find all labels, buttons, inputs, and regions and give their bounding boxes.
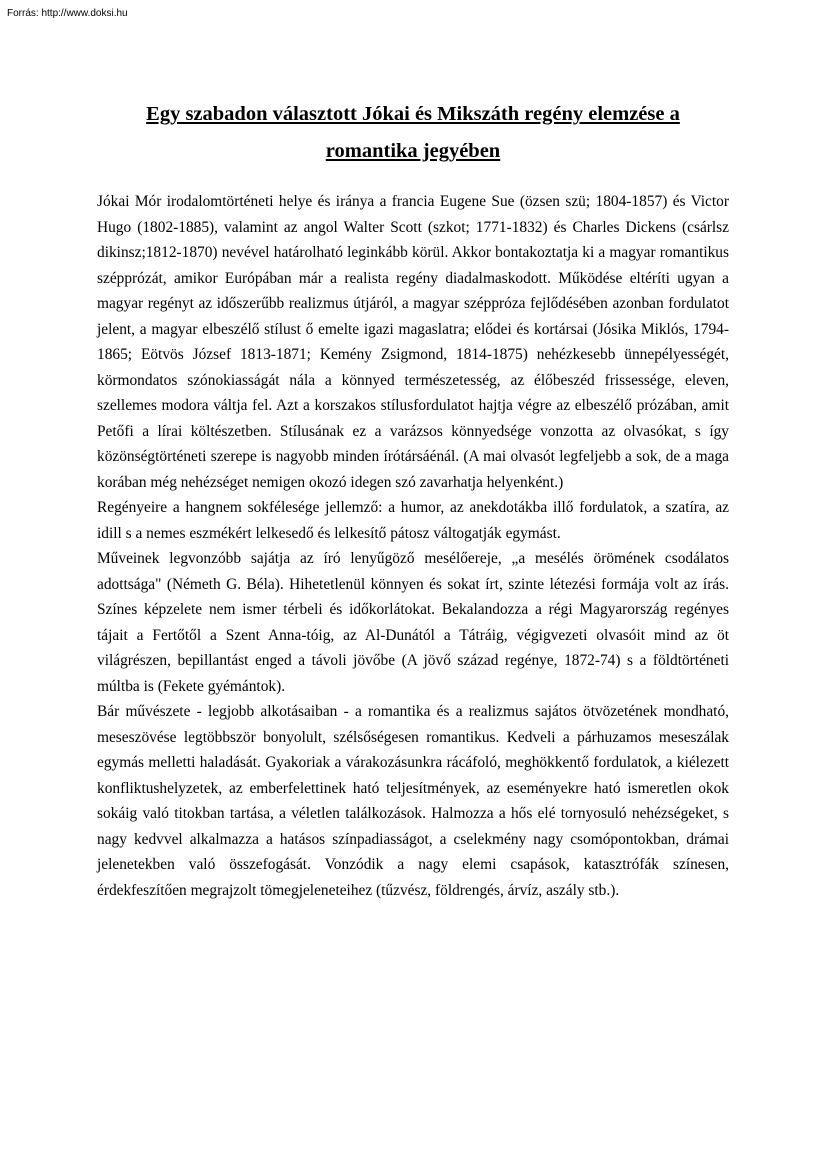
paragraph: Bár művészete - legjobb alkotásaiban - a romantika és a realizmus sajátos ötvözetének mondható, meseszövése legtöbbször bonyolult, szélsőségesen romantikus. Kedveli a párhuzamos meseszálak egymás melletti haladását. Gyakoriak a várakozásunkra rácáfoló, meghökkentő fordulatok, a kiélezett konfliktushelyzetek, az emberfelettinek ható teljesítmények, az eseményekre ható ismeretlen okok sokáig való titokban tartása, a véletlen találkozások. Halmozza a hős elé tornyosuló nehézségeket, s nagy kedvvel alkalmazza a hatásos színpadiasságot, a cselekmény nagy csomópontokban, drámai jelenetekben való összefogását. Vonzódik a nagy elemi csapások, katasztrófák színesen, érdekfeszítően megrajzolt tömegjeleneteihez (tűzvész, földrengés, árvíz, aszály stb.). — [97, 703, 729, 899]
title-line-2: romantika jegyében — [325, 140, 501, 162]
document-body — [97, 189, 729, 903]
title-line-1: Egy szabadon választott Jókai és Mikszáth regény elemzése a — [146, 103, 680, 125]
paragraph: Műveinek legvonzóbb sajátja az író lenyűgöző mesélőereje, „a mesélés örömének csodálatos adottsága" (Németh G. Béla). Hihetetlenül könnyen és sokat írt, szinte létezési formája volt az írás. Színes képzelete nem ismer térbeli és időkorlátokat. Bekalandozza a régi Magyarország regényes tájait a Fertőtől a Szent Anna-tóig, az Al-Dunától a Tátráig, végigvezeti olvasóit mind az öt világrészen, bepillantást enged a távoli jövőbe (A jövő század regénye, 1872-74) s a földtörténeti múltba is (Fekete gyémántok). — [97, 550, 729, 695]
document-page — [97, 96, 729, 903]
source-label: Forrás: http://www.doksi.hu — [7, 8, 128, 19]
document-title — [97, 96, 729, 170]
paragraph: Jókai Mór irodalomtörténeti helye és iránya a francia Eugene Sue (özsen szü; 1804-1857) és Victor Hugo (1802-1885), valamint az angol Walter Scott (szkot; 1771-1832) és Charles Dickens (csárlsz dikinsz;1812-1870) nevével határolható leginkább körül. Akkor bontakoztatja ki a magyar romantikus szépprózát, amikor Európában már a realista regény diadalmaskodott. Működése eltéríti ugyan a magyar regényt az időszerűbb realizmus útjáról, a magyar széppróza fejlődésében azonban fordulatot jelent, a magyar elbeszélő stílust ő emelte igazi magaslatra; elődei és kortársai (Jósika Miklós, 1794-1865; Eötvös József 1813-1871; Kemény Zsigmond, 1814-1875) nehézkesebb ünnepélyességét, körmondatos szónokiasságát nála a könnyed természetesség, az élőbeszéd frissessége, eleven, szellemes modora váltja fel. Azt a korszakos stílusfordulatot hajtja végre az elbeszélő prózában, amit Petőfi a lírai költészetben. Stílusának ez a varázsos könnyedsége vonzotta az olvasókat, s így közönségtörténeti szerepe is nagyobb minden írótársáénál. (A mai olvasót legfeljebb a sok, de a maga korában még nehézséget nemigen okozó idegen szó zavarhatja helyenként.) — [97, 193, 729, 491]
paragraph: Regényeire a hangnem sokfélesége jellemző: a humor, az anekdotákba illő fordulatok, a szatíra, az idill s a nemes eszmékért lelkesedő és lelkesítő pátosz váltogatják egymást. — [97, 499, 729, 542]
